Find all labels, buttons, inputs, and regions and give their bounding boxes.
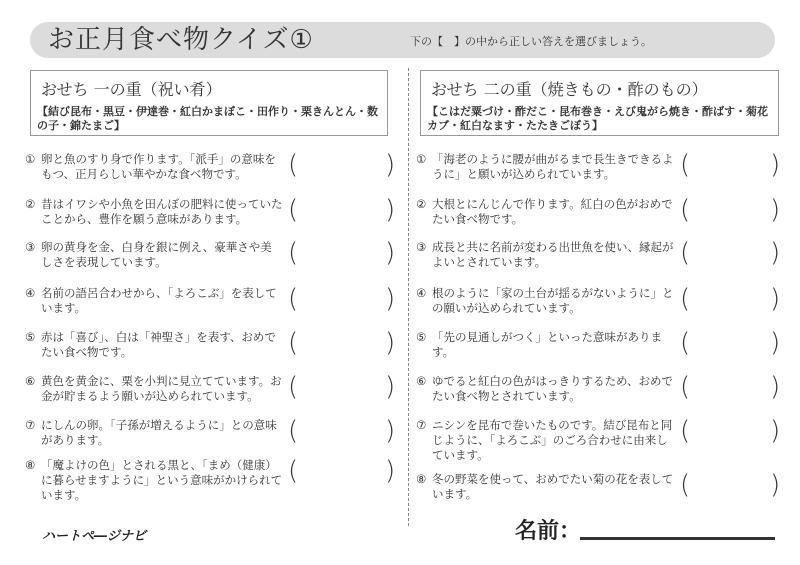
question-text: 「魔よけの色」とされる黒と、「まめ（健康）に暮らせますように」という意味がかけられています。 [41,458,283,502]
left-question-5 [25,330,283,360]
answer-paren-open[interactable]: ( [680,328,691,358]
answer-paren-open[interactable]: ( [288,456,299,486]
answer-paren-close[interactable]: ) [385,238,396,268]
question-text: 成長と共に名前が変わる出世魚を使い、縁起がよいとされています。 [432,240,674,269]
left-question-3 [25,240,283,270]
left-question-7 [25,418,283,448]
answer-paren-close[interactable]: ) [770,238,781,268]
answer-paren-open[interactable]: ( [288,328,299,358]
right-box-title: おせち 二の重（焼きもの・酢のもの） [431,80,708,99]
answer-paren-open[interactable]: ( [288,150,299,180]
answer-paren-close[interactable]: ) [385,150,396,180]
answer-paren-close[interactable]: ) [385,456,396,486]
logo: ハートペ―ジナビ [42,529,147,544]
question-text: 赤は「喜び」、白は「神聖さ」を表す、おめでたい食べ物です。 [41,330,276,359]
answer-paren-close[interactable]: ) [770,416,781,446]
question-text: 卵と魚のすり身で作ります。「派手」の意味をもつ、正月らしい華やかな食べ物です。 [41,152,276,181]
left-question-8 [25,458,283,503]
question-number: ④ [416,286,427,300]
question-number: ⑧ [25,458,36,472]
left-question-1 [25,152,283,182]
left-box-title: おせち 一の重（祝い肴） [41,80,222,99]
question-text: 黄色を黄金に、栗を小判に見立てています。お金が貯まるよう願いが込められています。 [41,374,282,403]
right-question-1 [416,152,674,182]
answer-paren-open[interactable]: ( [680,416,691,446]
answer-paren-close[interactable]: ) [770,328,781,358]
right-choices: 【こはだ粟づけ・酢だこ・昆布巻き・えび鬼がら焼き・酢ばす・菊花カブ・紅白なます・たたきごぼう】 [427,105,768,132]
answer-paren-close[interactable]: ) [385,416,396,446]
answer-paren-close[interactable]: ) [770,284,781,314]
answer-paren-open[interactable]: ( [288,284,299,314]
question-text: ゆでると紅白の色がはっきりするため、おめでたい食べ物とされています。 [432,374,674,403]
answer-paren-open[interactable]: ( [680,372,691,402]
answer-paren-close[interactable]: ) [770,195,781,225]
page-title: お正月食べ物クイズ① [48,25,314,55]
question-text: 名前の語呂合わせから、「よろこぶ」を表しています。 [41,286,277,315]
answer-paren-open[interactable]: ( [680,238,691,268]
question-number: ⑧ [416,472,427,486]
left-question-2 [25,197,283,227]
question-number: ① [25,152,36,166]
answer-paren-close[interactable]: ) [770,150,781,180]
answer-paren-close[interactable]: ) [770,372,781,402]
question-number: ⑥ [416,374,427,388]
right-choices-box [420,70,779,136]
answer-paren-close[interactable]: ) [385,372,396,402]
question-text: 大根とにんじんで作ります。紅白の色がおめでたい食べ物です。 [432,197,673,226]
left-choices: 【結び昆布・黒豆・伊達巻・紅白かまぼこ・田作り・栗きんとん・数の子・錦たまご】 [37,105,378,132]
question-number: ④ [25,286,36,300]
answer-paren-open[interactable]: ( [680,195,691,225]
answer-paren-open[interactable]: ( [680,284,691,314]
answer-paren-open[interactable]: ( [288,416,299,446]
right-question-3 [416,240,674,270]
answer-paren-open[interactable]: ( [288,195,299,225]
left-question-4 [25,286,283,316]
right-question-4 [416,286,674,316]
question-text: 卵の黄身を金、白身を銀に例え、豪華さや美しさを表現しています。 [41,240,272,269]
question-text: 「先の見通しがつく」といった意味があります。 [432,330,662,359]
question-number: ② [416,197,427,211]
right-question-7 [416,418,674,463]
right-question-6 [416,374,674,404]
question-text: 昔はイワシや小魚を田んぼの肥料に使っていたことから、豊作を願う意味があります。 [41,197,283,226]
right-question-2 [416,197,674,227]
question-text: ニシンを昆布で巻いたものです。結び昆布と同じように、「よろこぶ」のごろ合わせに由来しています。 [432,418,673,462]
answer-paren-open[interactable]: ( [680,150,691,180]
answer-paren-close[interactable]: ) [770,470,781,500]
answer-paren-open[interactable]: ( [680,470,691,500]
left-question-6 [25,374,283,404]
question-number: ② [25,197,36,211]
answer-paren-close[interactable]: ) [385,195,396,225]
right-question-8 [416,472,674,502]
question-text: 根のように「家の土台が揺るがないように」との願いが込められています。 [432,286,674,315]
question-number: ⑥ [25,374,36,388]
answer-paren-close[interactable]: ) [385,328,396,358]
name-field[interactable] [580,537,775,540]
divider [408,68,409,526]
question-text: 冬の野菜を使って、おめでたい菊の花を表しています。 [432,472,674,501]
question-number: ⑦ [416,418,427,432]
question-number: ① [416,152,427,166]
question-number: ⑤ [25,330,36,344]
right-question-5 [416,330,674,360]
answer-paren-open[interactable]: ( [288,238,299,268]
question-text: にしんの卵。「子孫が増えるように」との意味があります。 [41,418,277,447]
answer-paren-open[interactable]: ( [288,372,299,402]
name-label: 名前： [515,519,582,544]
question-number: ③ [25,240,36,254]
answer-paren-close[interactable]: ) [385,284,396,314]
instruction: 下の【 】の中から正しい答えを選びましょう。 [410,35,652,48]
question-text: 「海老のように腰が曲がるまで長生きできるように」と願いが込められています。 [432,152,674,181]
question-number: ③ [416,240,427,254]
question-number: ⑦ [25,418,36,432]
question-number: ⑤ [416,330,427,344]
left-choices-box [30,70,388,136]
